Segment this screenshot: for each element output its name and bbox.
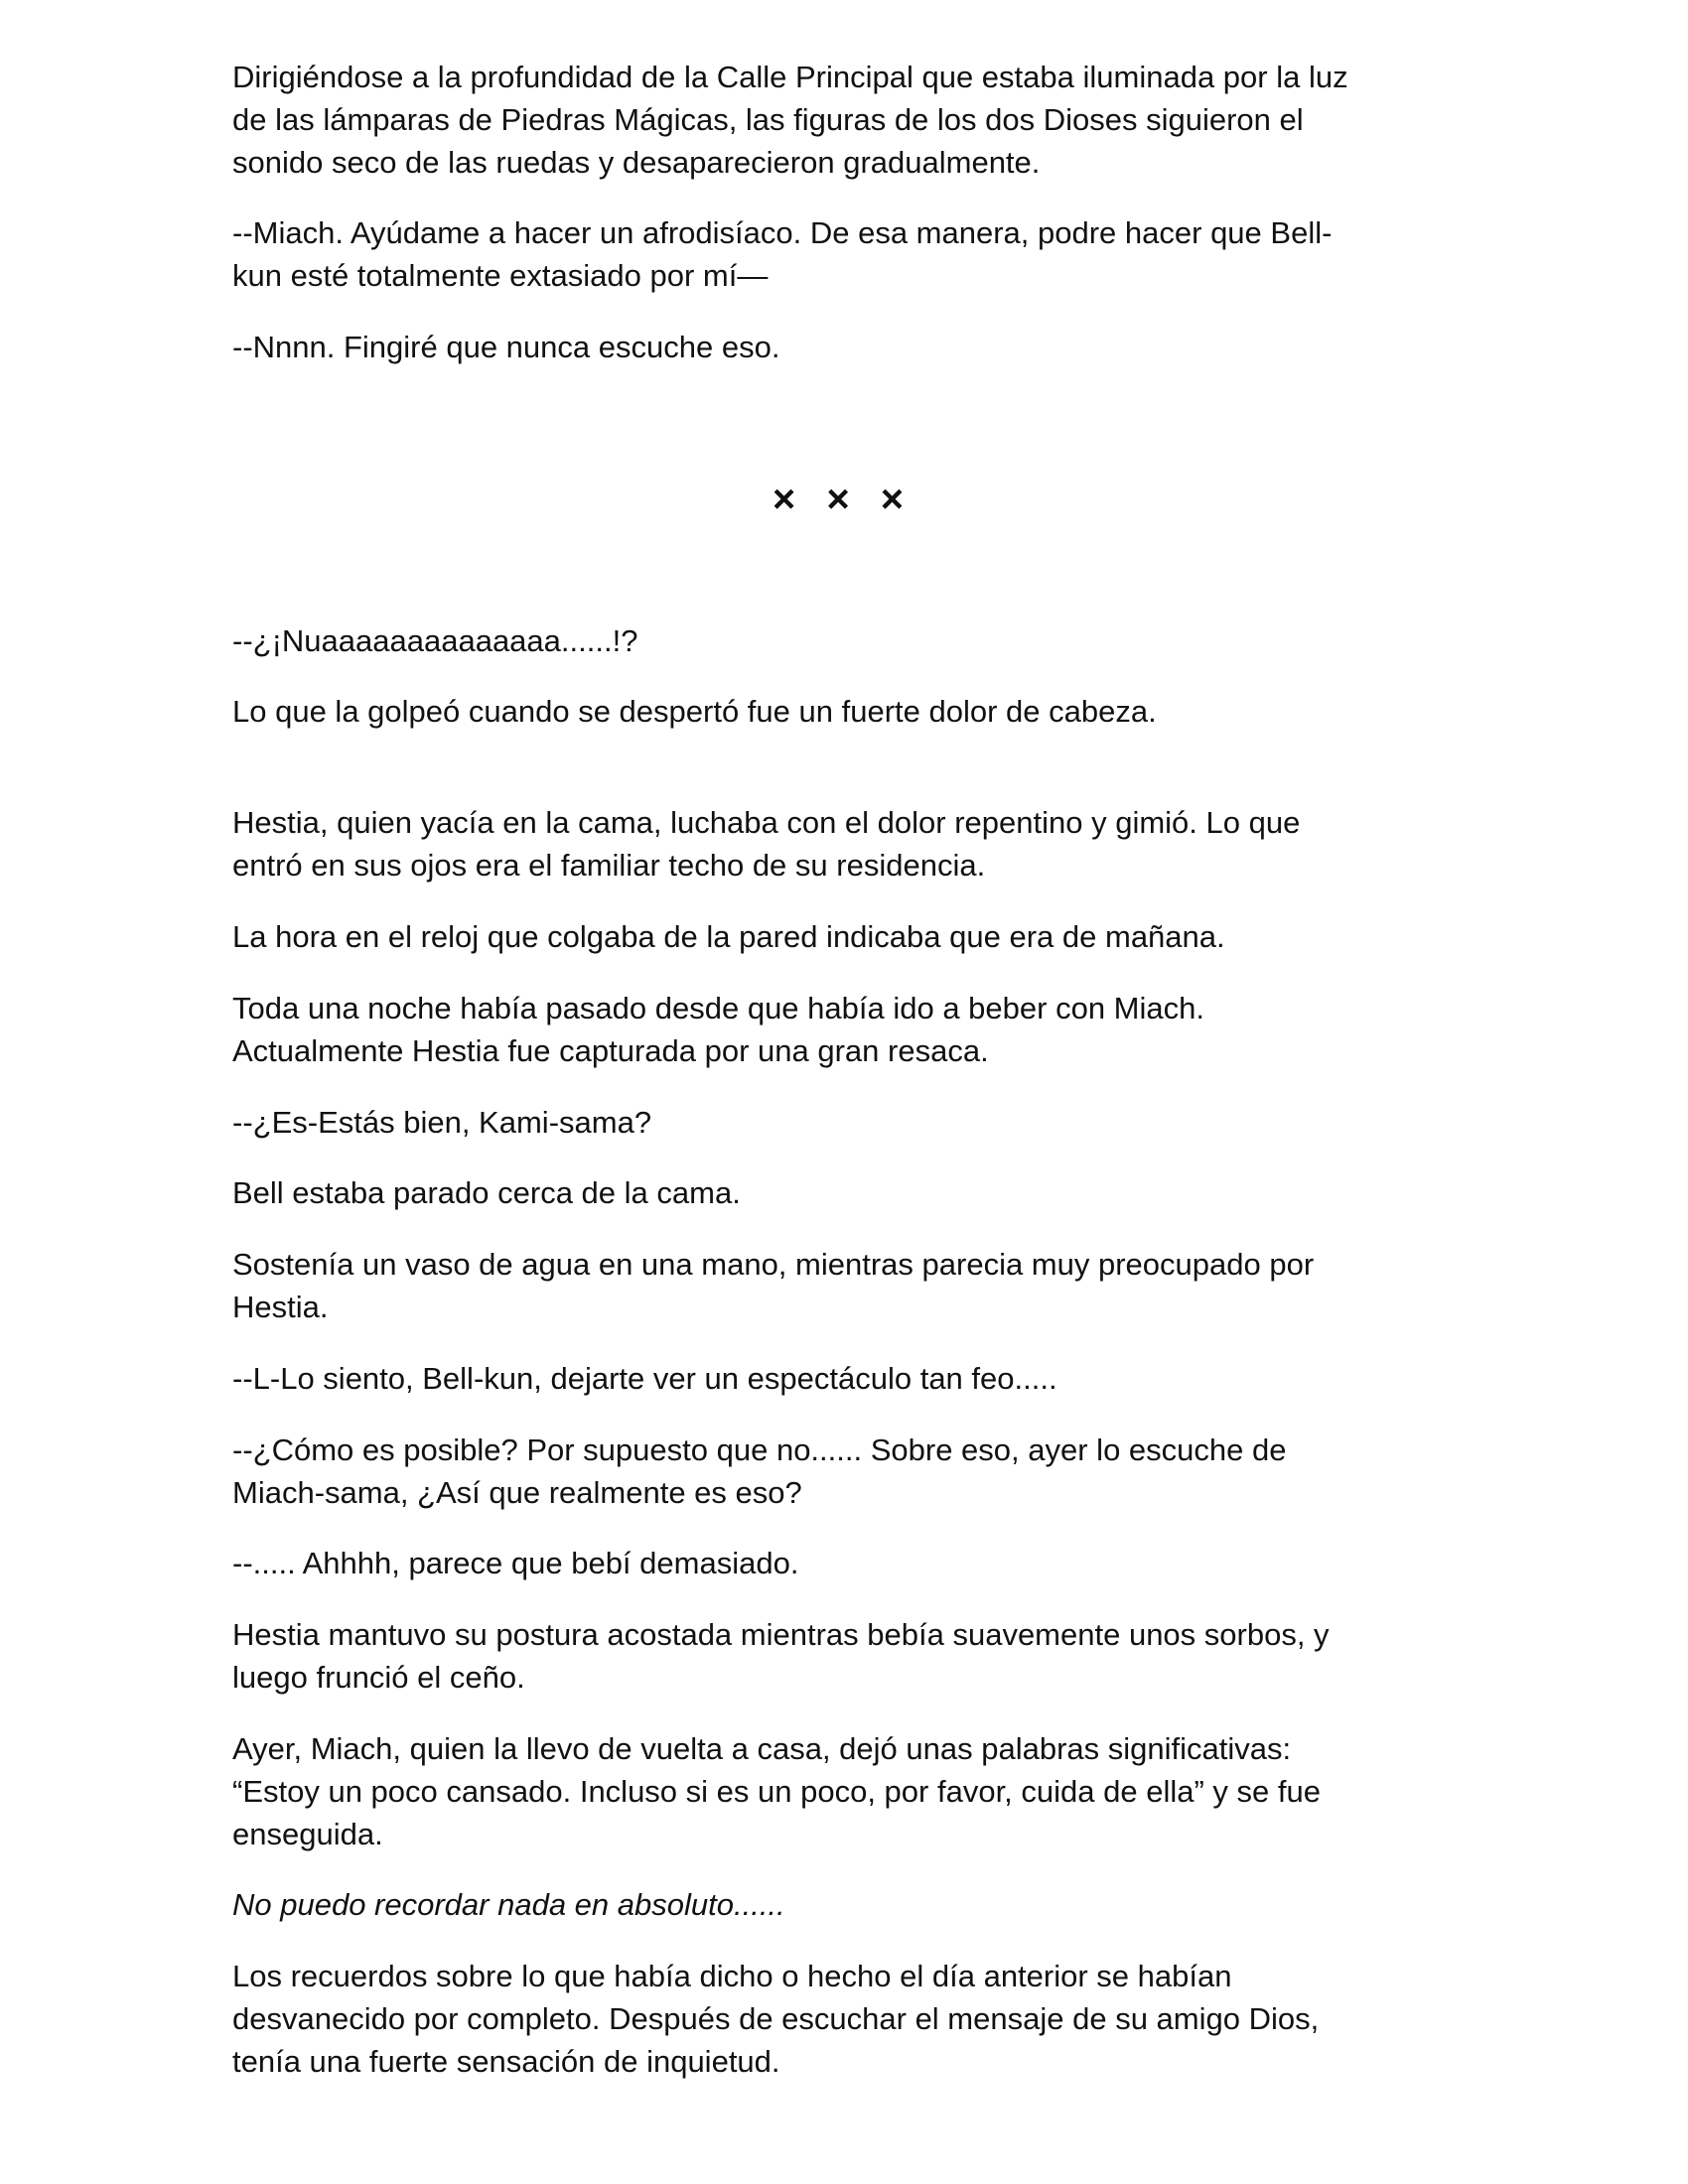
dialogue-paragraph [232,1101,1454,1144]
dialogue-paragraph [232,211,1454,297]
text-line: --Miach. Ayúdame a hacer un afrodisíaco. De esa manera, podre hacer que Bell- [232,215,1333,250]
text-line: Hestia, quien yacía en la cama, luchaba con el dolor repentino y gimió. Lo que [232,805,1301,840]
text-line: --¿Es-Estás bien, Kami-sama? [232,1105,652,1140]
text-line: enseguida. [232,1817,383,1851]
paragraph [232,987,1454,1072]
dialogue-paragraph [232,1542,1454,1584]
text-line: tenía una fuerte sensación de inquietud. [232,2044,780,2079]
text-line: Bell estaba parado cerca de la cama. [232,1175,741,1210]
text-line: Sostenía un vaso de agua en una mano, mientras parecia muy preocupado por [232,1247,1315,1282]
paragraph [232,915,1454,958]
text-line: luego frunció el ceño. [232,1660,525,1695]
paragraph [232,56,1454,184]
dialogue-paragraph [232,619,1454,662]
text-line: Ayer, Miach, quien la llevo de vuelta a casa, dejó unas palabras significativas: [232,1731,1292,1766]
text-line: --L-Lo siento, Bell-kun, dejarte ver un espectáculo tan feo..... [232,1361,1057,1396]
text-line: No puedo recordar nada en absoluto...... [232,1887,785,1922]
paragraph [232,1955,1454,2083]
text-line: de las lámparas de Piedras Mágicas, las figuras de los dos Dioses siguieron el [232,102,1304,137]
paragraph [232,1243,1454,1328]
thought-paragraph [232,1883,1454,1926]
text-line: Dirigiéndose a la profundidad de la Calle Principal que estaba iluminada por la luz [232,60,1348,94]
text-line: entró en sus ojos era el familiar techo de su residencia. [232,848,986,883]
text-line: sonido seco de las ruedas y desaparecieron gradualmente. [232,145,1041,180]
dialogue-paragraph [232,1429,1454,1514]
paragraph [232,690,1454,733]
dialogue-paragraph [232,1357,1454,1400]
text-line: Actualmente Hestia fue capturada por una gran resaca. [232,1033,989,1068]
text-line: “Estoy un poco cansado. Incluso si es un poco, por favor, cuida de ella” y se fue [232,1774,1321,1809]
paragraph [232,1727,1454,1855]
text-line: --..... Ahhhh, parece que bebí demasiado. [232,1546,799,1580]
text-line: --¿Cómo es posible? Por supuesto que no...... Sobre eso, ayer lo escuche de [232,1433,1287,1467]
dialogue-paragraph [232,326,1454,368]
text-line: kun esté totalmente extasiado por mí— [232,258,769,293]
text-line: --Nnnn. Fingiré que nunca escuche eso. [232,330,780,364]
paragraph [232,1171,1454,1214]
text-line: Lo que la golpeó cuando se despertó fue un fuerte dolor de cabeza. [232,694,1157,729]
text-line: Toda una noche había pasado desde que había ido a beber con Miach. [232,991,1204,1025]
section-separator: × × × [772,478,914,521]
text-line: Hestia mantuvo su postura acostada mientras bebía suavemente unos sorbos, y [232,1617,1330,1652]
paragraph [232,1613,1454,1699]
paragraph [232,801,1454,887]
text-line: Miach-sama, ¿Así que realmente es eso? [232,1475,802,1510]
text-line: desvanecido por completo. Después de escuchar el mensaje de su amigo Dios, [232,2001,1320,2036]
text-line: Los recuerdos sobre lo que había dicho o hecho el día anterior se habían [232,1959,1232,1993]
text-line: La hora en el reloj que colgaba de la pared indicaba que era de mañana. [232,919,1225,954]
text-line: Hestia. [232,1290,329,1324]
text-line: --¿¡Nuaaaaaaaaaaaaaa......!? [232,623,638,658]
